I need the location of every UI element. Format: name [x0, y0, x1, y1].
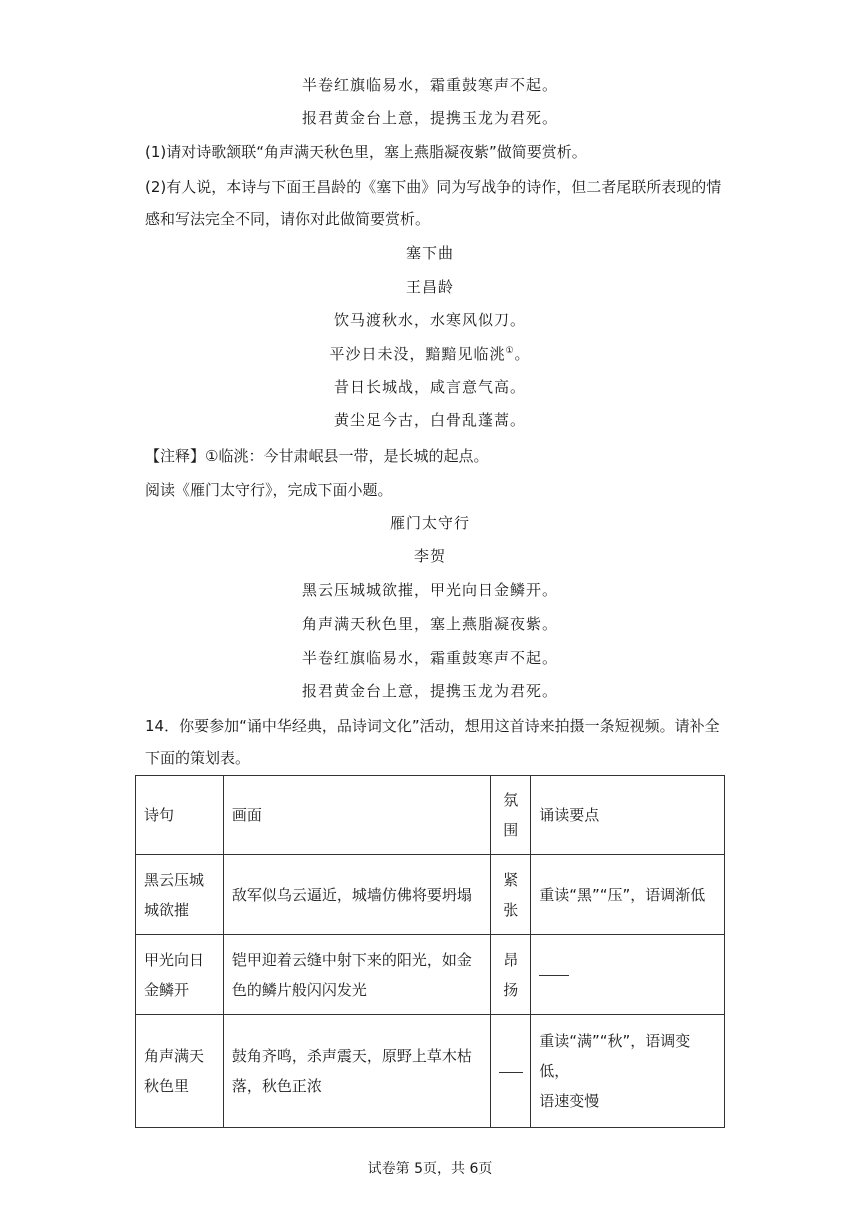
table-row: [136, 1015, 725, 1128]
answer-blank[interactable]: [499, 1071, 523, 1073]
poem-line: 黑云压城城欲摧，甲光向日金鳞开。: [301, 581, 558, 599]
header-mood-a: 氛: [503, 791, 519, 809]
question-2-line1: (2)有人说，本诗与下面王昌龄的《塞下曲》同为写战争的诗作，但二者尾联所表现的情: [145, 178, 722, 196]
header-verse: 诗句: [136, 776, 224, 855]
header-mood: [491, 776, 531, 855]
poem-line: 角声满天秋色里，塞上燕脂凝夜紫。: [301, 615, 558, 633]
verse-text: 角声满天: [144, 1047, 205, 1065]
header-scene: 画面: [223, 776, 490, 855]
question-2-line2: 感和写法完全不同，请你对此做简要赏析。: [145, 210, 431, 228]
page-footer: 试卷第 5页，共 6页: [367, 1161, 493, 1177]
scene-cell: [223, 1015, 490, 1128]
table-header-row: [136, 776, 725, 855]
poem-line-with-note: [0, 344, 860, 364]
scene-cell: [223, 855, 490, 935]
mood-text: 紧: [503, 870, 519, 889]
table-row: [136, 935, 725, 1015]
mood-cell: [491, 935, 531, 1015]
reading-text: 重读“满”“秋”，语调变低，: [539, 1032, 691, 1080]
poem-author: 王昌龄: [405, 278, 454, 296]
verse-cell: [136, 935, 224, 1015]
mood-text: 扬: [503, 980, 519, 999]
scene-text: 铠甲迎着云缝中射下来的阳光，如金: [231, 950, 472, 969]
header-reading: 诵读要点: [531, 776, 725, 855]
scene-text: 鼓角齐鸣，杀声震天，原野上草木枯: [231, 1047, 472, 1065]
verse-cell: [136, 1015, 224, 1128]
poem-title: 雁门太守行: [389, 514, 470, 532]
verse-text: 秋色里: [144, 1077, 190, 1095]
poem-line: 报君黄金台上意，提携玉龙为君死。: [301, 682, 558, 700]
verse-text: 金鳞开: [144, 980, 190, 999]
poem-line: 昔日长城战，咸言意气高。: [333, 378, 526, 396]
poem-line-text: 平沙日未没，黯黯见临洮: [329, 345, 506, 363]
reading-cell-blank[interactable]: [531, 935, 725, 1015]
scene-text: 落，秋色正浓: [231, 1077, 322, 1095]
reading-instruction: 阅读《雁门太守行》，完成下面小题。: [145, 481, 393, 499]
poem-author: 李贺: [413, 547, 446, 565]
scene-text: 敌军似乌云逼近，城墙仿佛将要坍塌: [231, 885, 472, 904]
question-1: (1)请对诗歌颔联“角声满天秋色里，塞上燕脂凝夜紫”做简要赏析。: [145, 143, 587, 161]
poem-line-end: 。: [514, 345, 531, 363]
mood-text: 昂: [503, 950, 519, 969]
verse-text: 甲光向日: [144, 950, 205, 969]
poem-line: 半卷红旗临易水，霜重鼓寒声不起。: [301, 76, 558, 94]
reading-text: 语速变慢: [539, 1092, 600, 1110]
mood-cell-blank[interactable]: [491, 1015, 531, 1128]
answer-blank[interactable]: [539, 974, 569, 976]
header-mood-b: 围: [503, 821, 519, 839]
planning-table: [135, 775, 725, 1128]
scene-text: 色的鳞片般闪闪发光: [231, 980, 367, 999]
reading-cell: [531, 1015, 725, 1128]
verse-text: 城欲摧: [144, 900, 190, 919]
mood-text: 张: [503, 900, 519, 919]
poem-line: 黄尘足今古，白骨乱蓬蒿。: [333, 411, 526, 429]
reading-cell: [531, 855, 725, 935]
table-row: [136, 855, 725, 935]
verse-text: 黑云压城: [144, 870, 205, 889]
verse-cell: [136, 855, 224, 935]
mood-cell: [491, 855, 531, 935]
question-14-line1: 14．你要参加“诵中华经典，品诗词文化”活动，想用这首诗来拍摄一条短视频。请补全: [145, 717, 720, 735]
poem-line: 报君黄金台上意，提携玉龙为君死。: [301, 109, 558, 127]
question-14-line2: 下面的策划表。: [145, 749, 251, 767]
annotation-note: 【注释】①临洮：今甘肃岷县一带，是长城的起点。: [145, 447, 489, 465]
footnote-marker: ①: [505, 346, 515, 356]
poem-line: 饮马渡秋水，水寒风似刀。: [333, 311, 526, 329]
poem-line: 半卷红旗临易水，霜重鼓寒声不起。: [301, 649, 558, 667]
poem-title: 塞下曲: [405, 244, 454, 262]
scene-cell: [223, 935, 490, 1015]
reading-text: 重读“黑”“压”，语调渐低: [539, 885, 706, 904]
